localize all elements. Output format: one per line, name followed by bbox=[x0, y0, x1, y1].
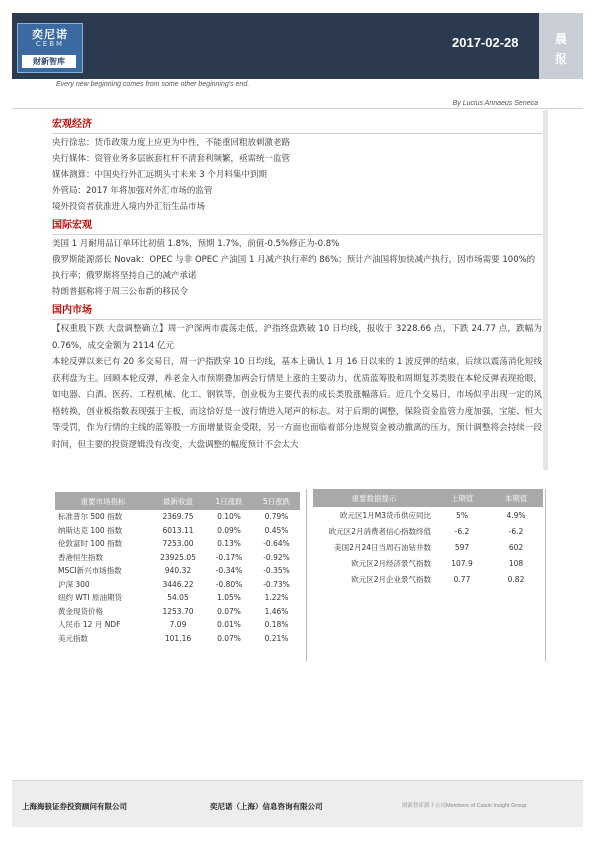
indicator-1d: 0.09% bbox=[217, 525, 241, 535]
table-row bbox=[55, 510, 300, 524]
table-row bbox=[313, 507, 543, 523]
indicator-5d: 0.45% bbox=[264, 525, 289, 535]
domestic-body-paragraph: 本轮反弹以来已有 20 多交易日，周一沪指跌穿 10 日均线，基本上确认 1 月 16 日以来的 1 波反弹的结束，后续以震荡消化短线获利盘为主。回顾本轮反弹，养老金入市预期叠加两会行情是上涨的主要动力，优质蓝筹股和周期复苏类股在本轮反弹表现抢眼，如电器、白酒、医药、工程机械、化工、钢铁等，创业板为主要代表的成长类股涨幅落后。近几个交易日，市场似乎出现一定的风格转换，创业板指数表现强于主板，而这恰好是一波行情进入尾声的标志。对于后期的调整，保险资金监管力度加强，宝能、恒大等受罚，作为行情的主线的蓝筹股一方面增量资金受限，另一方面也面临着部分违规资金被动撤离的压力，预计调整将会持续一段时间，但主要的投资逻辑没有改变，大盘调整的幅度预计不会太大 bbox=[52, 357, 542, 450]
section-divider bbox=[52, 234, 542, 235]
indicator-name: 美元指数 bbox=[58, 633, 88, 643]
indicator-5d: -0.35% bbox=[263, 566, 290, 576]
table-row bbox=[55, 618, 300, 632]
quote-text: Every new beginning comes from some other beginning's end. bbox=[56, 81, 250, 88]
data-current: 108 bbox=[508, 558, 524, 568]
table-row bbox=[313, 555, 543, 571]
table-row bbox=[55, 632, 300, 646]
table-row bbox=[313, 539, 543, 555]
indicator-5d: 0.21% bbox=[264, 633, 289, 643]
table-row bbox=[55, 564, 300, 578]
table-separator bbox=[306, 489, 307, 661]
indicator-close: 54.05 bbox=[167, 593, 189, 603]
table-separator bbox=[545, 489, 546, 661]
indicator-close: 940.32 bbox=[164, 566, 192, 576]
indicator-1d: 0.13% bbox=[217, 539, 241, 549]
indicator-name: 香港恒生指数 bbox=[58, 552, 103, 562]
table-header: 重要数据提示 bbox=[313, 489, 435, 507]
indicator-1d: 0.07% bbox=[217, 633, 241, 643]
intl-item: 美国 1 月耐用品订单环比初值 1.8%，预期 1.7%，前值-0.5%修正为-0.8% bbox=[52, 239, 340, 249]
report-type-badge bbox=[539, 13, 583, 79]
indicator-close: 6013.11 bbox=[162, 525, 194, 535]
market-indicators-table bbox=[55, 492, 300, 645]
section-divider bbox=[52, 319, 542, 320]
table-row bbox=[55, 551, 300, 565]
indicator-1d: 0.07% bbox=[217, 606, 241, 616]
data-prev: 0.77 bbox=[453, 574, 471, 584]
table-row bbox=[55, 591, 300, 605]
indicator-5d: 1.22% bbox=[264, 593, 289, 603]
indicator-close: 101.16 bbox=[164, 633, 192, 643]
section-divider bbox=[52, 133, 542, 134]
intl-item: 俄罗斯能源部长 Novak：OPEC 与非 OPEC 产油国 1 月减产执行率约 86%；预计产油国将加快减产执行，因市场需要 100%的执行率；俄罗斯将坚持自己的减产承诺 bbox=[52, 255, 536, 281]
section-title-intl: 国际宏观 bbox=[52, 220, 92, 231]
indicator-1d: -0.17% bbox=[215, 552, 243, 562]
table-row bbox=[55, 537, 300, 551]
table-row bbox=[313, 523, 543, 539]
logo-tag: 财新智库 bbox=[22, 55, 76, 68]
report-footer bbox=[12, 780, 583, 827]
divider bbox=[12, 108, 583, 109]
data-current: -6.2 bbox=[508, 526, 524, 536]
quote-author: By Lucius Annaeus Seneca bbox=[452, 100, 538, 107]
footer-company-mid: 奕尼诺（上海）信息咨询有限公司 bbox=[210, 802, 323, 811]
indicator-5d: 0.18% bbox=[264, 620, 289, 630]
table-row bbox=[55, 578, 300, 592]
macro-item: 境外投资者获准进入境内外汇衍生品市场 bbox=[52, 202, 206, 212]
table-row bbox=[313, 571, 543, 587]
data-prev: -6.2 bbox=[454, 526, 470, 536]
company-logo bbox=[17, 23, 83, 73]
indicator-close: 2369.75 bbox=[162, 512, 194, 522]
data-prev: 597 bbox=[454, 542, 470, 552]
indicator-name: 人民币 12 月 NDF bbox=[58, 620, 121, 630]
table-header: 5日涨跌 bbox=[253, 492, 300, 510]
report-date: 2017-02-28 bbox=[452, 35, 519, 50]
indicator-5d: 0.79% bbox=[264, 512, 289, 522]
indicator-1d: -0.80% bbox=[215, 579, 243, 589]
footer-group-note: 财新智库旗下公司Members of Caixin Insight Group bbox=[402, 803, 527, 809]
domestic-lead-paragraph: 【权重股下跌 大盘调整确立】周一沪深两市震荡走低，沪指终盘跌破 10 日均线，报收于 3228.66 点，下跌 24.77 点，跌幅为 0.76%，成交金额为 2114 亿元 bbox=[52, 324, 542, 351]
logo-sub-text: CEBM bbox=[35, 40, 65, 48]
macro-item: 央行媒体：资管业务多层嵌套杠杆不清套利频繁，亟需统一监管 bbox=[52, 154, 291, 164]
table-header: 上期值 bbox=[435, 489, 489, 507]
indicator-name: 纳斯达克 100 指数 bbox=[58, 525, 123, 535]
badge-char-top: 晨 bbox=[554, 32, 567, 46]
content-shadow bbox=[543, 110, 548, 470]
indicator-close: 1253.70 bbox=[162, 606, 194, 616]
indicator-5d: -0.73% bbox=[263, 579, 290, 589]
data-item-name: 欧元区1月M3货币供应同比 bbox=[339, 510, 431, 520]
macro-item: 央行徐忠：货币政策力度上应更为中性，不能重回粗放刺激老路 bbox=[52, 138, 291, 148]
data-current: 602 bbox=[508, 542, 524, 552]
report-header bbox=[12, 13, 583, 79]
badge-char-bottom: 报 bbox=[554, 52, 567, 66]
news-content bbox=[52, 117, 542, 453]
data-current: 4.9% bbox=[506, 510, 526, 520]
indicator-name: MSCI新兴市场指数 bbox=[58, 566, 122, 576]
data-current: 0.82 bbox=[507, 574, 525, 584]
indicator-close: 7253.00 bbox=[162, 539, 194, 549]
data-prev: 107.9 bbox=[451, 558, 473, 568]
indicator-name: 沪深 300 bbox=[58, 579, 90, 589]
table-header: 1日涨跌 bbox=[205, 492, 253, 510]
macro-item: 媒体测算：中国央行外汇远期头寸未来 3 个月料集中到期 bbox=[52, 170, 267, 180]
table-row bbox=[55, 605, 300, 619]
section-title-macro: 宏观经济 bbox=[52, 119, 92, 130]
macro-item: 外管局：2017 年将加强对外汇市场的监管 bbox=[52, 186, 213, 196]
data-item-name: 美国2月24日当周石油钻井数 bbox=[334, 542, 431, 552]
indicator-5d: -0.64% bbox=[263, 539, 290, 549]
indicator-5d: -0.92% bbox=[263, 552, 290, 562]
data-highlights-table bbox=[313, 489, 543, 587]
data-item-name: 欧元区2月经济景气指数 bbox=[351, 558, 431, 568]
table-header: 最新收盘 bbox=[151, 492, 205, 510]
intl-item: 特朗普据称将于周三公布新的移民令 bbox=[52, 287, 189, 297]
indicator-5d: 1.46% bbox=[264, 606, 289, 616]
table-header: 本期值 bbox=[489, 489, 543, 507]
data-item-name: 欧元区2月企业景气指数 bbox=[351, 574, 431, 584]
indicator-close: 3446.22 bbox=[162, 579, 194, 589]
table-row bbox=[55, 524, 300, 538]
indicator-1d: 1.05% bbox=[217, 593, 241, 603]
indicator-close: 23925.05 bbox=[160, 552, 196, 562]
indicator-name: 纽约 WTI 原油期货 bbox=[58, 593, 122, 603]
indicator-name: 伦敦富时 100 指数 bbox=[58, 539, 123, 549]
data-item-name: 欧元区2月消费者信心指数终值 bbox=[328, 526, 431, 536]
indicator-close: 7.09 bbox=[169, 620, 187, 630]
data-prev: 5% bbox=[456, 510, 468, 520]
logo-main-text: 奕尼诺 bbox=[32, 28, 68, 41]
footer-company-left: 上海海狼证券投资顾问有限公司 bbox=[22, 802, 127, 811]
indicator-1d: -0.34% bbox=[215, 566, 243, 576]
indicator-1d: 0.01% bbox=[217, 620, 241, 630]
indicator-name: 黄金现货价格 bbox=[58, 606, 103, 616]
section-title-domestic: 国内市场 bbox=[52, 305, 92, 316]
indicator-1d: 0.10% bbox=[217, 512, 241, 522]
indicator-name: 标准普尔 500 指数 bbox=[58, 512, 123, 522]
table-header: 重要市场指标 bbox=[55, 492, 151, 510]
